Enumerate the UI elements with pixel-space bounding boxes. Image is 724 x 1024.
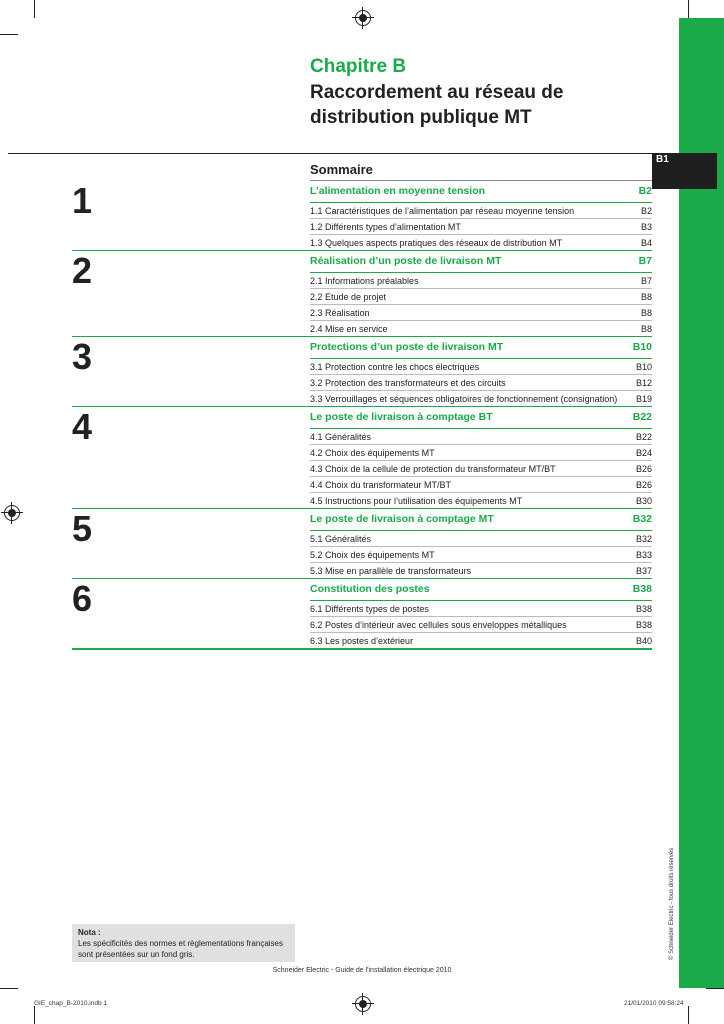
section-heading[interactable] bbox=[310, 407, 652, 429]
toc-entry-label: 5.1 Généralités bbox=[310, 533, 372, 544]
toc-entry[interactable] bbox=[310, 219, 652, 235]
chapter-label: Chapitre B bbox=[310, 56, 407, 77]
crop-mark bbox=[0, 988, 18, 989]
section-number: 3 bbox=[72, 336, 93, 377]
toc-section bbox=[72, 509, 652, 579]
toc-entry-page: B8 bbox=[640, 307, 652, 318]
nota-title: Nota : bbox=[78, 928, 101, 937]
toc-entry-page: B37 bbox=[635, 565, 652, 576]
toc-entry-page: B33 bbox=[635, 549, 652, 560]
section-title: Constitution des postes bbox=[310, 583, 430, 595]
toc-entry-label: 6.1 Différents types de postes bbox=[310, 603, 429, 614]
toc-entry[interactable] bbox=[310, 429, 652, 445]
crop-mark bbox=[34, 0, 35, 18]
toc-entry-page: B8 bbox=[640, 323, 652, 334]
section-heading[interactable] bbox=[310, 181, 652, 203]
header-rule bbox=[8, 153, 652, 154]
section-heading[interactable] bbox=[310, 251, 652, 273]
section-number: 2 bbox=[72, 250, 93, 291]
toc-entry-page: B3 bbox=[640, 221, 652, 232]
toc-entry-label: 4.4 Choix du transformateur MT/BT bbox=[310, 479, 452, 490]
toc-entry-label: 5.2 Choix des équipements MT bbox=[310, 549, 435, 560]
section-heading[interactable] bbox=[310, 579, 652, 601]
toc-entry-page: B38 bbox=[635, 619, 652, 630]
toc-entry[interactable] bbox=[310, 445, 652, 461]
toc-entry-page: B38 bbox=[635, 603, 652, 614]
toc-entry-page: B26 bbox=[635, 463, 652, 474]
toc-entry[interactable] bbox=[310, 391, 652, 406]
crop-mark bbox=[0, 34, 18, 35]
toc-entry[interactable] bbox=[310, 305, 652, 321]
registration-mark-icon bbox=[355, 996, 371, 1012]
toc-entry[interactable] bbox=[310, 601, 652, 617]
page-tab-label: B1 bbox=[656, 154, 669, 165]
toc-section bbox=[72, 337, 652, 407]
toc-entry[interactable] bbox=[310, 375, 652, 391]
toc-entry-label: 2.4 Mise en service bbox=[310, 323, 388, 334]
section-number: 5 bbox=[72, 508, 93, 549]
toc-sections bbox=[72, 181, 652, 650]
crop-mark bbox=[706, 988, 724, 989]
toc-entry-label: 1.3 Quelques aspects pratiques des réseaux de distribution MT bbox=[310, 237, 563, 248]
toc-entry-page: B12 bbox=[635, 377, 652, 388]
toc-entry-page: B4 bbox=[640, 237, 652, 248]
toc-entry-label: 4.1 Généralités bbox=[310, 431, 372, 442]
toc-entry-label: 3.3 Verrouillages et séquences obligatoires de fonctionnement (consignation) bbox=[310, 393, 618, 404]
toc-entry-label: 4.5 Instructions pour l’utilisation des équipements MT bbox=[310, 495, 523, 506]
toc-entry-label: 1.1 Caractéristiques de l’alimentation par réseau moyenne tension bbox=[310, 205, 575, 216]
nota-box bbox=[72, 924, 295, 962]
table-of-contents bbox=[72, 160, 652, 650]
toc-section bbox=[72, 251, 652, 337]
toc-entry-page: B7 bbox=[640, 275, 652, 286]
section-page: B10 bbox=[632, 341, 652, 353]
section-page: B32 bbox=[632, 513, 652, 525]
toc-entry-page: B32 bbox=[635, 533, 652, 544]
footer-filename: GIE_chap_B-2010.indb 1 bbox=[34, 1000, 107, 1007]
copyright-notice: © Schneider Electric - tous droits réservés bbox=[669, 847, 675, 960]
toc-entry[interactable] bbox=[310, 289, 652, 305]
toc-entry-label: 5.3 Mise en parallèle de transformateurs bbox=[310, 565, 472, 576]
footer-timestamp: 21/01/2010 09:58:24 bbox=[624, 1000, 684, 1007]
section-title: Protections d’un poste de livraison MT bbox=[310, 341, 504, 353]
section-heading[interactable] bbox=[310, 337, 652, 359]
toc-entry-label: 1.2 Différents types d’alimentation MT bbox=[310, 221, 461, 232]
toc-entry[interactable] bbox=[310, 633, 652, 648]
section-number: 4 bbox=[72, 406, 93, 447]
toc-entry-page: B8 bbox=[640, 291, 652, 302]
section-number: 1 bbox=[72, 180, 93, 221]
toc-entry[interactable] bbox=[310, 359, 652, 375]
crop-mark bbox=[688, 1006, 689, 1024]
toc-entry[interactable] bbox=[310, 273, 652, 289]
section-title: Le poste de livraison à comptage MT bbox=[310, 513, 494, 525]
toc-entry-label: 2.3 Réalisation bbox=[310, 307, 370, 318]
nota-text: Les spécificités des normes et règlementations françaises sont présentées sur un fond gris. bbox=[78, 939, 283, 959]
toc-entry-label: 3.2 Protection des transformateurs et des circuits bbox=[310, 377, 506, 388]
toc-entry-page: B10 bbox=[635, 361, 652, 372]
sommaire-heading: Sommaire bbox=[310, 160, 652, 181]
toc-entry[interactable] bbox=[310, 235, 652, 250]
toc-entry-page: B40 bbox=[635, 635, 652, 646]
crop-mark bbox=[34, 1006, 35, 1024]
section-page: B7 bbox=[638, 255, 652, 267]
toc-section bbox=[72, 181, 652, 251]
section-heading[interactable] bbox=[310, 509, 652, 531]
toc-entry-page: B30 bbox=[635, 495, 652, 506]
footer-publication: Schneider Electric - Guide de l'installation électrique 2010 bbox=[272, 967, 452, 974]
section-number: 6 bbox=[72, 578, 93, 619]
toc-entry[interactable] bbox=[310, 461, 652, 477]
toc-entry-page: B19 bbox=[635, 393, 652, 404]
toc-entry-label: 6.3 Les postes d’extérieur bbox=[310, 635, 414, 646]
chapter-title: Raccordement au réseau de distribution publique MT bbox=[310, 82, 564, 128]
toc-entry-label: 4.2 Choix des équipements MT bbox=[310, 447, 435, 458]
section-page: B38 bbox=[632, 583, 652, 595]
toc-entry[interactable] bbox=[310, 321, 652, 336]
toc-entry-label: 6.2 Postes d’intérieur avec cellules sous enveloppes métalliques bbox=[310, 619, 567, 630]
toc-entry-label: 4.3 Choix de la cellule de protection du transformateur MT/BT bbox=[310, 463, 556, 474]
toc-entry[interactable] bbox=[310, 617, 652, 633]
toc-section bbox=[72, 407, 652, 509]
toc-entry-page: B24 bbox=[635, 447, 652, 458]
page-tab bbox=[652, 153, 717, 189]
toc-entry[interactable] bbox=[310, 547, 652, 563]
toc-entry-page: B2 bbox=[640, 205, 652, 216]
toc-entry-page: B22 bbox=[635, 431, 652, 442]
toc-entry-label: 3.1 Protection contre les chocs électriques bbox=[310, 361, 480, 372]
toc-entry-label: 2.2 Etude de projet bbox=[310, 291, 387, 302]
toc-entry[interactable] bbox=[310, 531, 652, 547]
toc-entry[interactable] bbox=[310, 493, 652, 508]
section-title: L’alimentation en moyenne tension bbox=[310, 185, 486, 197]
section-title: Réalisation d’un poste de livraison MT bbox=[310, 255, 502, 267]
registration-mark-icon bbox=[355, 10, 371, 26]
toc-entry[interactable] bbox=[310, 203, 652, 219]
toc-entry[interactable] bbox=[310, 563, 652, 578]
section-page: B22 bbox=[632, 411, 652, 423]
section-page: B2 bbox=[638, 185, 652, 197]
toc-section bbox=[72, 579, 652, 650]
toc-entry-page: B26 bbox=[635, 479, 652, 490]
toc-entry[interactable] bbox=[310, 477, 652, 493]
toc-entry-label: 2.1 Informations préalables bbox=[310, 275, 419, 286]
registration-mark-icon bbox=[4, 505, 20, 521]
section-title: Le poste de livraison à comptage BT bbox=[310, 411, 493, 423]
crop-mark bbox=[688, 0, 689, 18]
